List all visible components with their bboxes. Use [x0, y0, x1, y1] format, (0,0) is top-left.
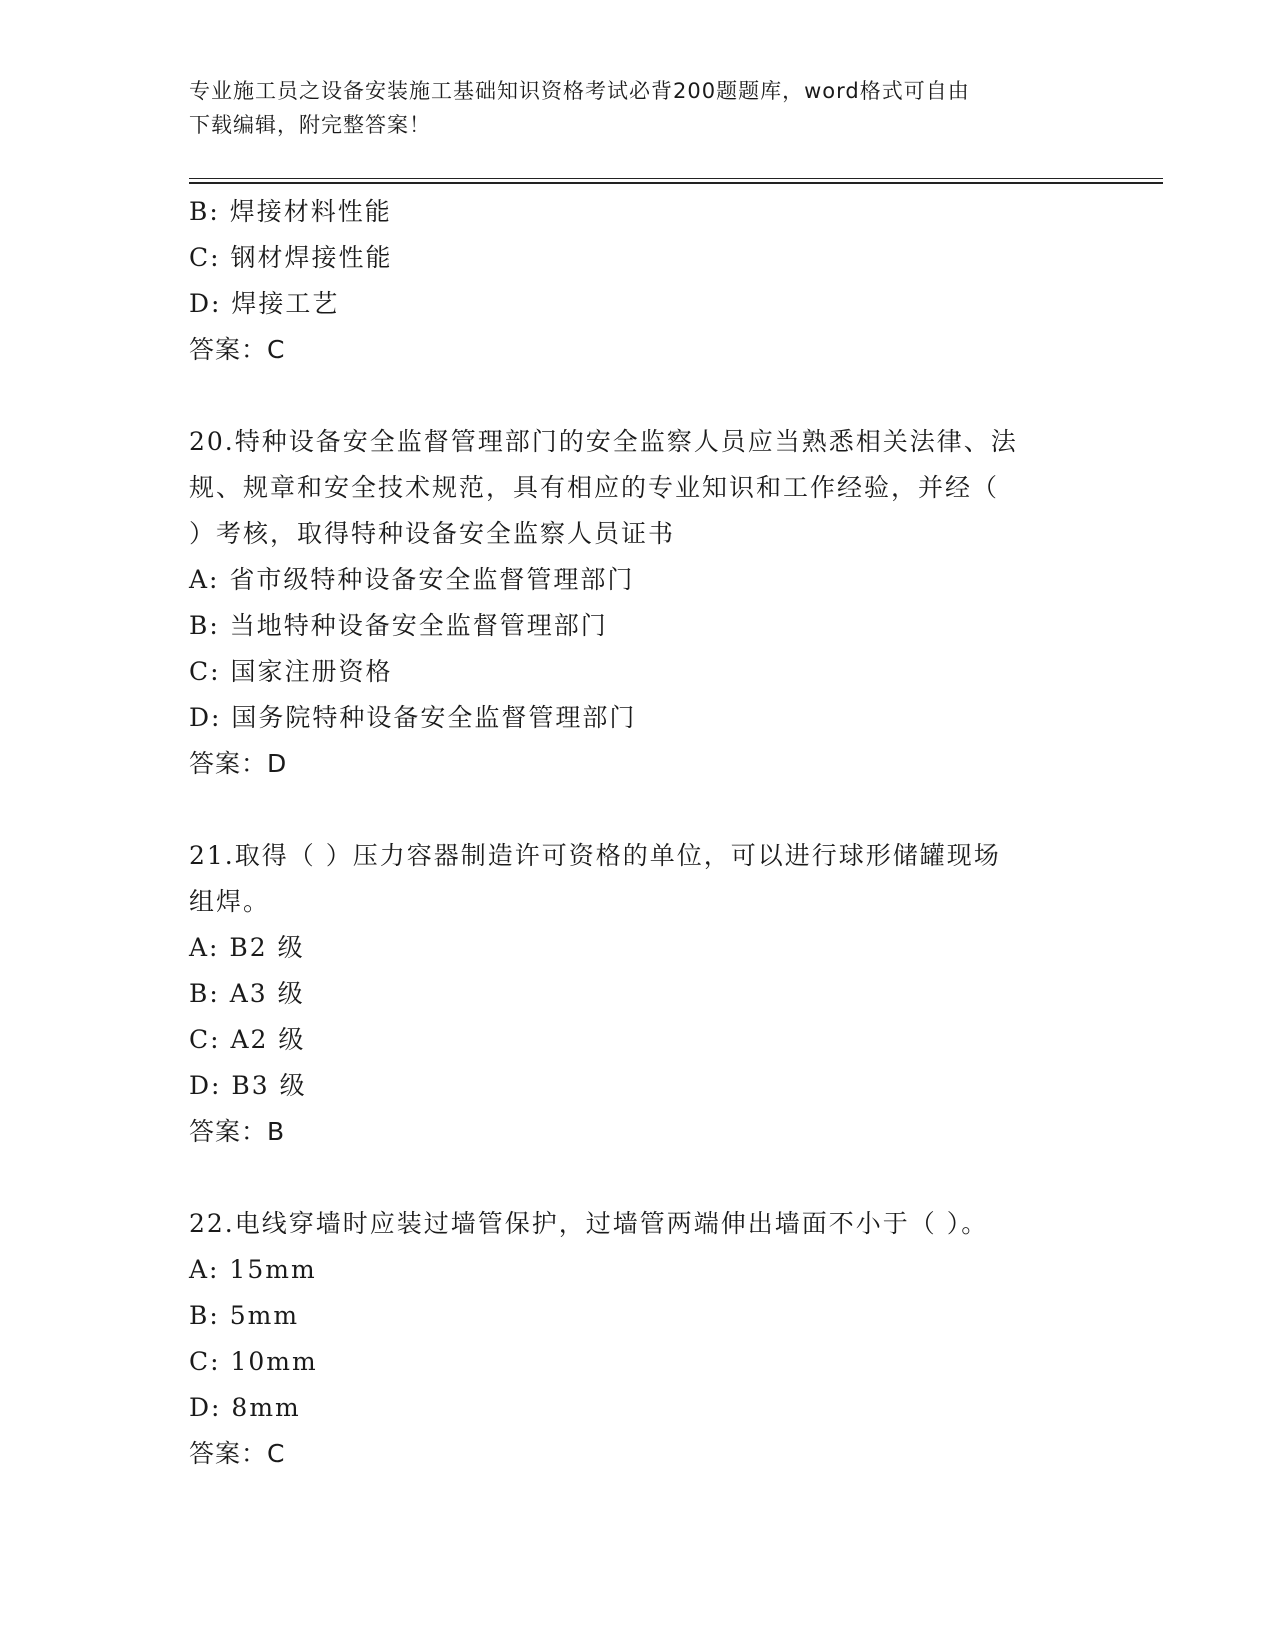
spacer [189, 373, 1089, 419]
question-stem: 组焊。 [189, 887, 271, 916]
question-20 [189, 419, 1089, 787]
question-21 [189, 833, 1089, 1155]
header-line-1: 专业施工员之设备安装施工基础知识资格考试必背200题题库，word格式可自由 [189, 79, 970, 103]
option-b: B: 焊接材料性能 [189, 197, 392, 226]
option-a: A: 15mm [189, 1255, 317, 1284]
header-line-2: 下载编辑，附完整答案！ [189, 113, 431, 137]
option-d: D: 国务院特种设备安全监督管理部门 [189, 703, 637, 732]
option-c: C: A2 级 [189, 1025, 306, 1054]
answer: 答案：B [189, 1117, 286, 1146]
option-a: A: B2 级 [189, 933, 305, 962]
option-d: D: 焊接工艺 [189, 289, 340, 318]
answer: 答案：C [189, 335, 286, 364]
question-stem: ）考核，取得特种设备安全监察人员证书 [189, 519, 676, 548]
option-b: B: 当地特种设备安全监督管理部门 [189, 611, 608, 640]
option-c: C: 10mm [189, 1347, 318, 1376]
header-divider-thin [189, 178, 1163, 179]
option-c: C: 钢材焊接性能 [189, 243, 393, 272]
option-d: D: 8mm [189, 1393, 301, 1422]
option-b: B: A3 级 [189, 979, 305, 1008]
option-a: A: 省市级特种设备安全监督管理部门 [189, 565, 635, 594]
question-stem: 20.特种设备安全监督管理部门的安全监察人员应当熟悉相关法律、法 [189, 427, 1018, 456]
document-header [189, 74, 1089, 142]
question-stem: 21.取得（ ）压力容器制造许可资格的单位，可以进行球形储罐现场 [189, 841, 1001, 870]
option-b: B: 5mm [189, 1301, 300, 1330]
header-divider-thick [189, 182, 1163, 184]
question-22 [189, 1201, 1089, 1477]
answer: 答案：C [189, 1439, 286, 1468]
question-stem: 规、规章和安全技术规范，具有相应的专业知识和工作经验，并经（ [189, 473, 1000, 502]
question-stem: 22.电线穿墙时应装过墙管保护，过墙管两端伸出墙面不小于（ ）。 [189, 1209, 989, 1238]
option-c: C: 国家注册资格 [189, 657, 393, 686]
answer: 答案：D [189, 749, 288, 778]
spacer [189, 1155, 1089, 1201]
option-d: D: B3 级 [189, 1071, 307, 1100]
spacer [189, 787, 1089, 833]
question-19-continuation [189, 189, 1089, 373]
question-list [189, 189, 1089, 1477]
